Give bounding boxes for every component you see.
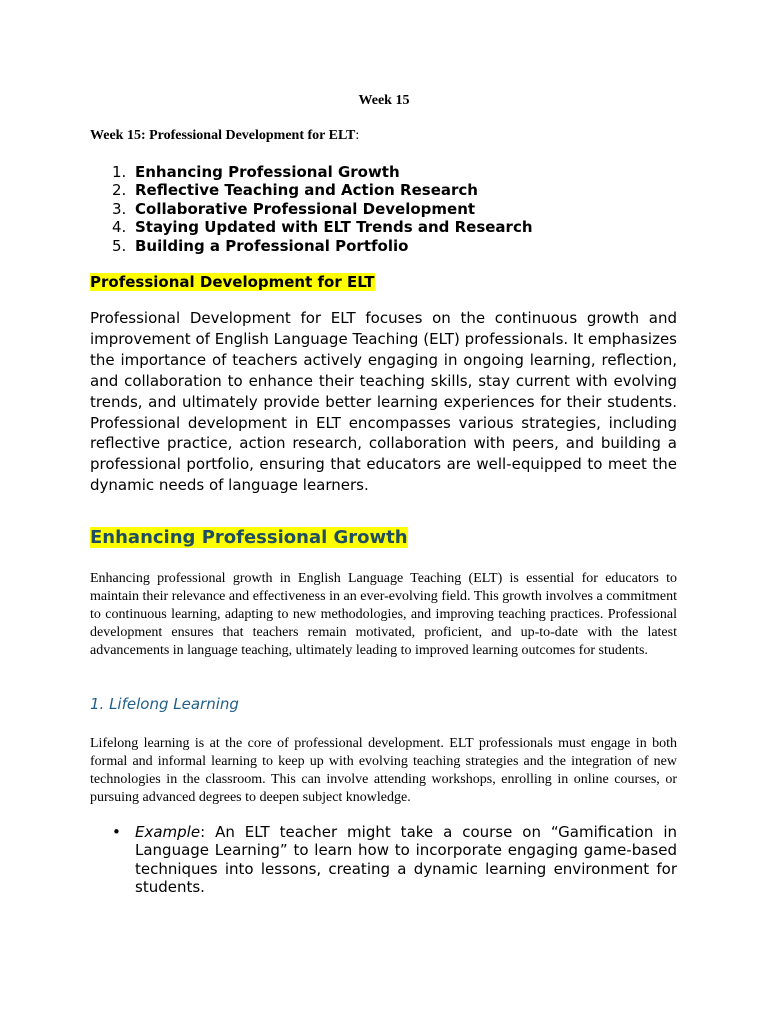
- growth-paragraph: Enhancing professional growth in English Language Teaching (ELT) is essential for educators to maintain their relevance and effectiveness in an ever-evolving field. This growth involves a commitment to continuous learning, adapting to new methodologies, and improving teaching practices. Professional development ensures that teachers remain motivated, proficient, and up-to-date with the latest advancements in language teaching, ultimately leading to improved learning outcomes for students.: [90, 571, 677, 658]
- topic-label: Staying Updated with ELT Trends and Research: [135, 218, 533, 237]
- topic-list-item: [90, 237, 533, 255]
- example-body: [135, 823, 677, 897]
- topic-number: 4.: [112, 218, 127, 237]
- week-subtitle: [90, 128, 359, 144]
- topic-number: 1.: [112, 163, 127, 181]
- example-list-item: [90, 823, 677, 897]
- topic-list-item: [90, 181, 533, 199]
- week-heading: Week 15: [358, 93, 410, 108]
- week-subtitle-colon: :: [355, 128, 360, 143]
- topic-label: Reflective Teaching and Action Research: [135, 181, 478, 200]
- topic-list-item: [90, 218, 533, 236]
- topic-label: Building a Professional Portfolio: [135, 236, 409, 255]
- topic-number: 3.: [112, 199, 127, 218]
- topic-number: 5.: [112, 236, 127, 255]
- week-subtitle-text: Week 15: Professional Development for ELT: [90, 128, 356, 143]
- example-text: : An ELT teacher might take a course on “Gamification in Language Learning” to learn how to incorporate engaging game-based techniques into lessons, creating a dynamic learning environment for students.: [135, 823, 677, 897]
- topic-list-item: [90, 200, 533, 218]
- topic-label: Enhancing Professional Growth: [135, 163, 400, 181]
- pd-heading-text: Professional Development for ELT: [90, 273, 375, 291]
- topic-list: [90, 163, 533, 255]
- lifelong-paragraph: Lifelong learning is at the core of professional development. ELT professionals must engage in both formal and informal learning to keep up with evolving teaching strategies and the integration of new technologies in the classroom. This can involve attending workshops, enrolling in online courses, or pursuing advanced degrees to deepen subject knowledge.: [90, 736, 677, 805]
- pd-heading: [90, 273, 375, 291]
- example-label: Example: [135, 823, 201, 841]
- topic-label: Collaborative Professional Development: [135, 199, 476, 218]
- topic-number: 2.: [112, 181, 127, 200]
- growth-heading-text: Enhancing Professional Growth: [90, 527, 408, 548]
- pd-paragraph: Professional Development for ELT focuses on the continuous growth and improvement of English Language Teaching (ELT) professionals. It emphasizes the importance of teachers actively engaging in ongoing learning, reflection, and collaboration to enhance their teaching skills, stay current with evolving trends, and ultimately provide better learning experiences for their students. Professional development in ELT encompasses various strategies, including reflective practice, action research, collaboration with peers, and building a professional portfolio, ensuring that educators are well-equipped to meet the dynamic needs of language learners.: [90, 309, 677, 495]
- topic-list-item: [90, 163, 533, 181]
- growth-heading: [90, 527, 408, 548]
- bullet-icon: •: [112, 823, 121, 841]
- lifelong-heading: 1. Lifelong Learning: [90, 695, 239, 713]
